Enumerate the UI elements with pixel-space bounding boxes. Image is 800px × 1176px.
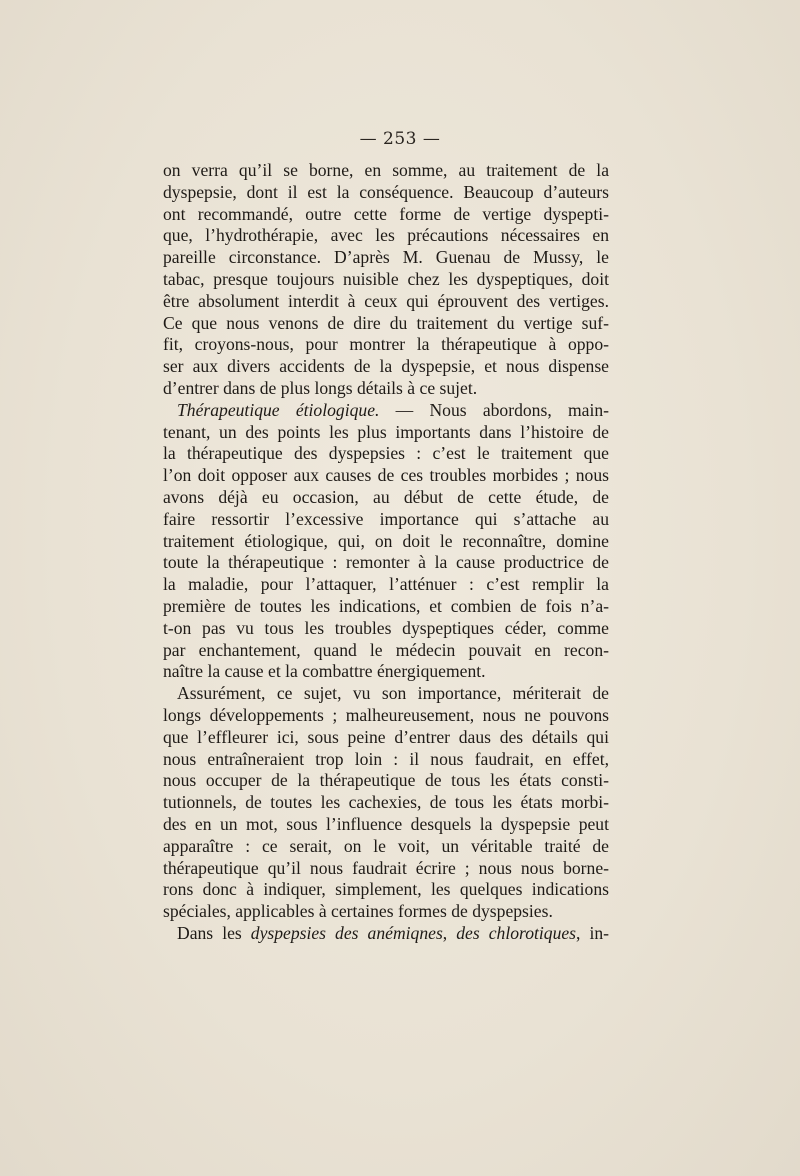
text-line: spéciales, applicables à certaines formes de dyspepsies. [163,901,553,922]
text-line [163,400,609,422]
text-line: on verra qu’il se borne, en somme, au traitement de la [163,160,609,180]
line-text: Dans les [177,922,251,943]
text-line: l’on doit opposer aux causes de ces troubles morbides ; nous [163,465,609,486]
text-line: que, l’hydrothérapie, avec les précautions nécessaires en [163,225,609,246]
line-text: , in- [576,922,610,943]
text-line: être absolument interdit à ceux qui éprouvent des vertiges. [163,290,609,311]
italic-term: dyspepsies des anémiqnes [250,922,443,943]
text-line: nous entraîneraient trop loin : il nous faudrait, en effet, [163,748,609,769]
page-number: — 253 — [359,129,441,149]
text-line: des en un mot, sous l’influence desquels la dyspepsie peut [163,813,609,834]
text-line: longs développements ; malheureusement, nous ne pouvons [163,704,609,725]
text-line: par enchantement, quand le médecin pouvait en recon- [163,639,609,660]
text-line: traitement étiologique, qui, on doit le reconnaître, domine [163,530,609,551]
text-line: apparaître : ce serait, on le voit, un véritable traité de [163,835,609,856]
section-heading: Thérapeutique étiologique. [177,399,380,420]
line-text: , [442,922,457,943]
text-line [163,923,609,945]
text-line: ser aux divers accidents de la dyspepsie, et nous dispense [163,356,609,377]
text-line: dyspepsie, dont il est la conséquence. Beaucoup d’auteurs [163,181,609,202]
text-line: rons donc à indiquer, simplement, les quelques indications [163,879,609,900]
line-text: — Nous abordons, main- [379,399,609,420]
text-line: toute la thérapeutique : remonter à la cause productrice de [163,552,609,573]
text-line: ont recommandé, outre cette forme de vertige dyspepti- [163,203,609,224]
text-line: faire ressortir l’excessive importance qui s’attache au [163,508,609,529]
text-line: pareille circonstance. D’après M. Guenau de Mussy, le [163,247,609,268]
text-line: tabac, presque toujours nuisible chez les dyspeptiques, doit [163,268,609,289]
text-line: naître la cause et la combattre énergiquement. [163,661,486,682]
text-line: tutionnels, de toutes les cachexies, de tous les états morbi- [163,792,609,813]
text-line: la thérapeutique des dyspepsies : c’est le traitement que [163,443,609,464]
body-text [163,160,609,945]
text-line: la maladie, pour l’attaquer, l’atténuer : c’est remplir la [163,574,609,595]
text-line: Assurément, ce sujet, vu son importance, mériterait de [177,683,609,704]
text-line: fit, croyons-nous, pour montrer la thérapeutique à oppo- [163,334,609,355]
text-line: que l’effleurer ici, sous peine d’entrer daus des détails qui [163,726,609,747]
text-line: thérapeutique qu’il nous faudrait écrire ; nous nous borne- [163,857,609,878]
text-line: avons déjà eu occasion, au début de cette étude, de [163,486,609,507]
italic-term: des chlorotiques [456,922,577,943]
text-line: d’entrer dans de plus longs détails à ce sujet. [163,377,478,398]
text-line: première de toutes les indications, et combien de fois n’a- [163,595,609,616]
text-line: Ce que nous venons de dire du traitement du vertige suf- [163,312,609,333]
text-line: tenant, un des points les plus importants dans l’histoire de [163,421,609,442]
text-line: nous occuper de la thérapeutique de tous les états consti- [163,770,609,791]
text-line: t-on pas vu tous les troubles dyspeptiques céder, comme [163,617,609,638]
